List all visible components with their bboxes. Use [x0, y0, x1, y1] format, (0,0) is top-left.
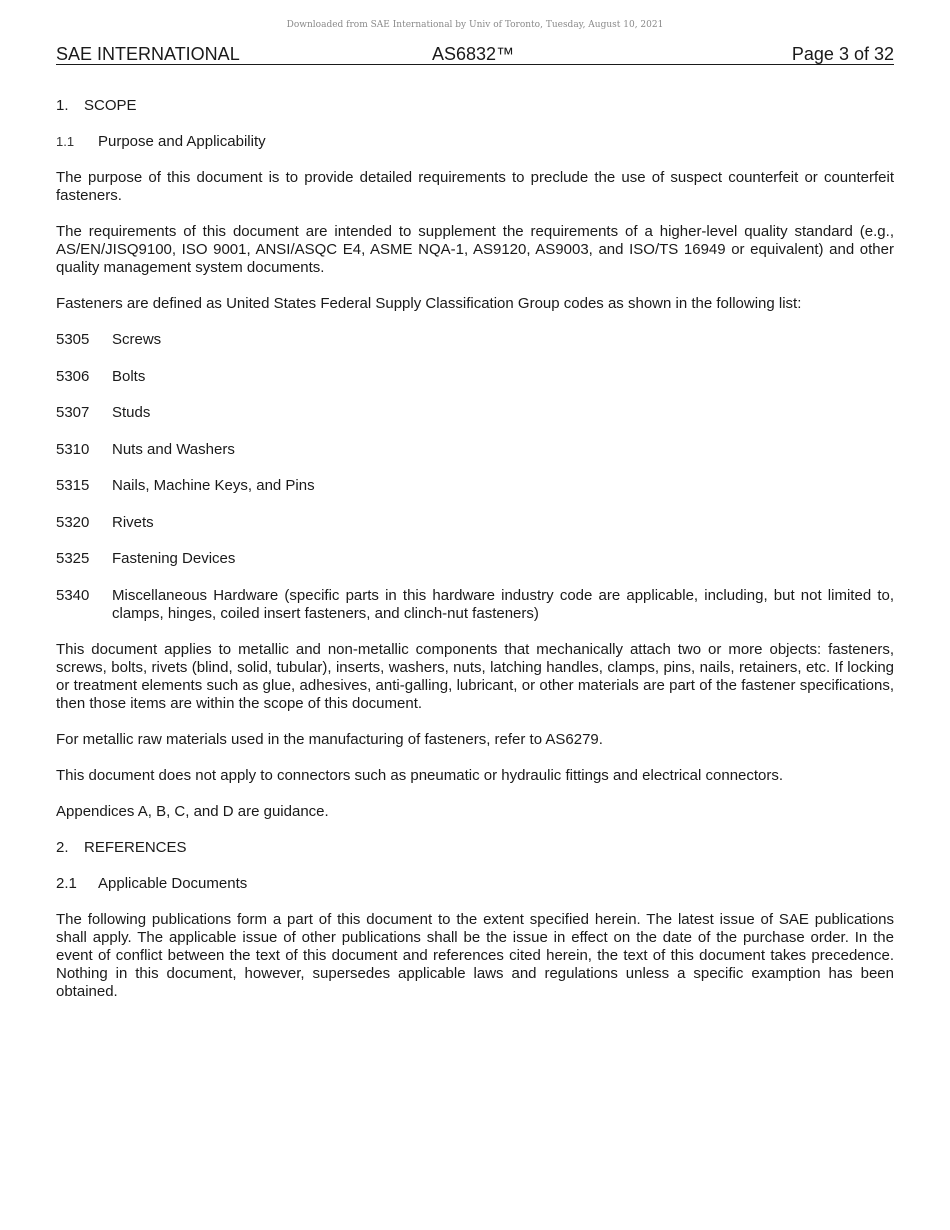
section-heading-references [56, 839, 894, 857]
list-item [56, 441, 894, 459]
subsection-heading-applicable-documents [56, 875, 894, 893]
fsc-description: Screws [112, 331, 162, 348]
subsection-number: 2.1 [56, 875, 77, 892]
section-title: REFERENCES [84, 839, 187, 856]
fsc-code: 5306 [56, 367, 90, 385]
subsection-number: 1.1 [56, 134, 75, 149]
fsc-description: Nails, Machine Keys, and Pins [112, 477, 315, 494]
paragraph-appendices: Appendices A, B, C, and D are guidance. [56, 803, 329, 820]
fsc-code: 5315 [56, 477, 90, 494]
subsection-heading-purpose [56, 133, 894, 151]
fsc-description: Rivets [112, 513, 154, 531]
paragraph-publications: The following publications form a part of this document to the extent specified herein. The latest issue of SAE publications shall apply. The applicable issue of other publications shall be the issue in effect on the date of the purchase order. In the event of conflict between the text of this document and references cited herein, the text of this document takes precedence. Nothing in this document, however, supersedes applicable laws and regulations unless a specific examption has been obtained. [56, 911, 894, 1000]
download-watermark: Downloaded from SAE International by Univ of Toronto, Tuesday, August 10, 2021 [286, 20, 664, 30]
list-item [56, 587, 894, 623]
paragraph-purpose: The purpose of this document is to provide detailed requirements to preclude the use of suspect counterfeit or counterfeit fasteners. [56, 169, 894, 204]
subsection-title: Purpose and Applicability [98, 133, 266, 150]
list-item [56, 331, 894, 349]
fsc-code: 5307 [56, 404, 90, 421]
page-header [56, 44, 894, 65]
paragraph-not-apply: This document does not apply to connectors such as pneumatic or hydraulic fittings and electrical connectors. [56, 767, 784, 784]
fsc-description: Fastening Devices [112, 550, 236, 567]
paragraph-raw-materials: For metallic raw materials used in the manufacturing of fasteners, refer to AS6279. [56, 731, 603, 748]
list-item [56, 477, 894, 495]
fsc-code: 5340 [56, 586, 90, 604]
section-number: 1. [56, 97, 69, 114]
fsc-description: Miscellaneous Hardware (specific parts in this hardware industry code are applicable, including, but not limited to, clamps, hinges, coiled insert fasteners, and clinch-nut fasteners) [112, 586, 894, 622]
header-page-number: Page 3 of 32 [791, 44, 894, 64]
fsc-code: 5320 [56, 513, 90, 531]
list-item [56, 550, 894, 568]
list-item [56, 368, 894, 386]
document-body [56, 97, 894, 1019]
fsc-description: Studs [112, 404, 151, 421]
section-number: 2. [56, 839, 69, 856]
fsc-description: Nuts and Washers [112, 440, 235, 458]
fsc-code: 5310 [56, 440, 90, 458]
paragraph-applies: This document applies to metallic and non-metallic components that mechanically attach two or more objects: fasteners, screws, bolts, rivets (blind, solid, tubular), inserts, washers, nuts, latching handles, clamps, pins, nails, retainers, etc. If locking or treatment elements such as glue, adhesives, anti-galling, lubricant, or other materials are part of the fastener specifications, then those items are within the scope of this document. [56, 641, 894, 712]
fsc-code-list [56, 331, 894, 623]
paragraph-defined: Fasteners are defined as United States Federal Supply Classification Group codes as shown in the following list: [56, 295, 802, 312]
list-item [56, 514, 894, 532]
list-item [56, 404, 894, 422]
section-heading-scope [56, 97, 894, 115]
header-org: SAE INTERNATIONAL [56, 44, 240, 64]
section-title: SCOPE [84, 97, 137, 114]
fsc-description: Bolts [112, 367, 146, 385]
header-doc-id: AS6832™ [432, 44, 515, 64]
fsc-code: 5305 [56, 331, 90, 348]
paragraph-supplement: The requirements of this document are intended to supplement the requirements of a higher-level quality standard (e.g., AS/EN/JISQ9100, ISO 9001, ANSI/ASQC E4, ASME NQA-1, AS9120, AS9003, and ISO/TS 16949 or equivalent) and other quality management system documents. [56, 223, 894, 276]
fsc-code: 5325 [56, 550, 90, 567]
subsection-title: Applicable Documents [98, 875, 248, 892]
